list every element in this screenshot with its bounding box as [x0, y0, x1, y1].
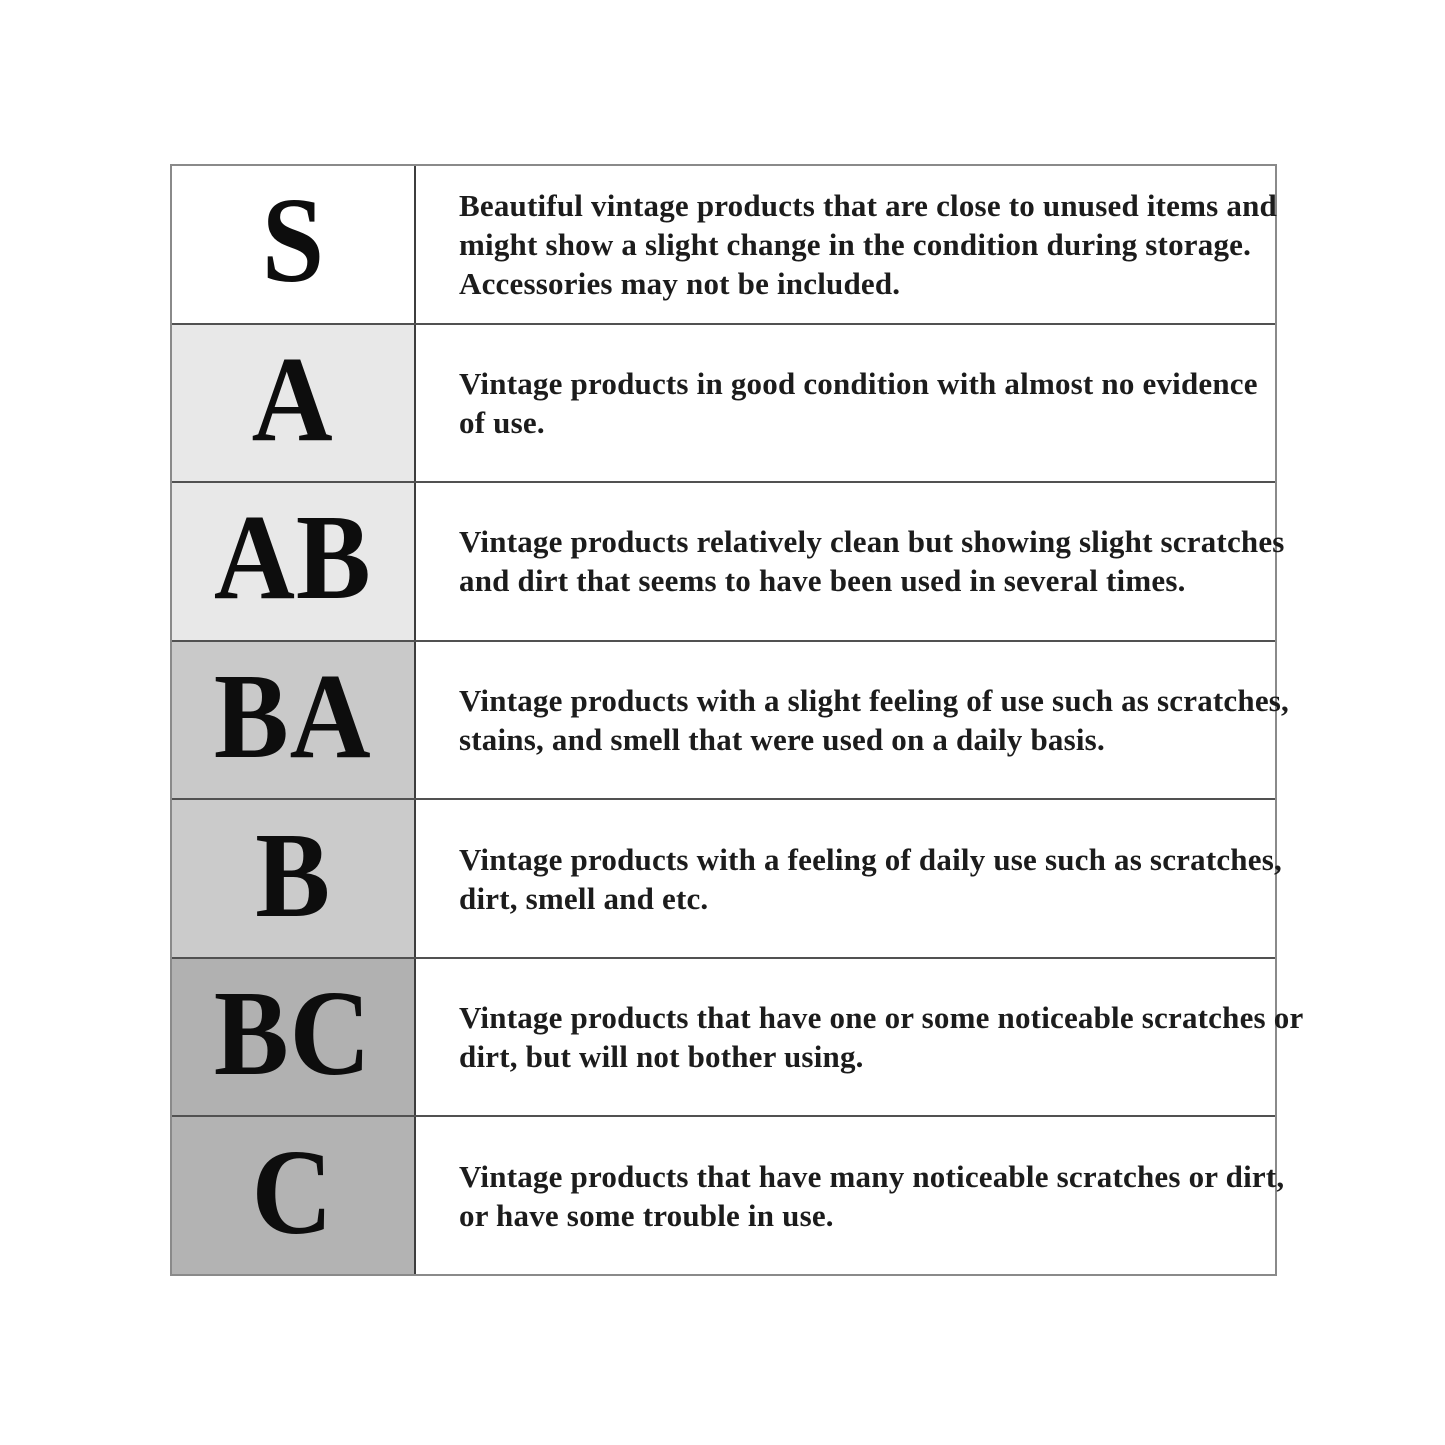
description-line: Vintage products relatively clean but showing slight scratches	[459, 524, 1285, 560]
grade-letter-a: A	[252, 331, 334, 467]
grade-letter-b: B	[255, 807, 331, 943]
description-line: Vintage products that have one or some noticeable scratches or	[459, 1000, 1304, 1036]
description-line: Accessories may not be included.	[459, 265, 901, 301]
grade-cell-b	[172, 800, 416, 957]
description-line: of use.	[459, 404, 545, 440]
grade-cell-ba	[172, 642, 416, 799]
description-cell-c	[416, 1117, 1308, 1274]
table-row-b	[172, 800, 1282, 959]
grade-letter-bc: BC	[214, 966, 372, 1102]
table-row-ba	[172, 642, 1290, 801]
description-line: Vintage products with a slight feeling of use such as scratches,	[459, 683, 1290, 719]
description-cell-ab	[416, 483, 1309, 640]
description-cell-a	[416, 325, 1282, 482]
grade-letter-ba: BA	[214, 649, 372, 785]
description-line: dirt, but will not bother using.	[459, 1039, 864, 1075]
table-row-s	[172, 166, 1275, 325]
description-line: might show a slight change in the condition during storage.	[459, 226, 1252, 262]
description-line: Vintage products in good condition with almost no evidence	[459, 365, 1258, 401]
description-line: dirt, smell and etc.	[459, 880, 709, 916]
grade-cell-s	[172, 166, 416, 323]
description-line: Vintage products that have many noticeable scratches or dirt,	[459, 1158, 1285, 1194]
description-cell-s	[416, 166, 1301, 323]
description-line: Beautiful vintage products that are close to unused items and	[459, 187, 1277, 223]
grade-cell-ab	[172, 483, 416, 640]
table-row-a	[172, 325, 1275, 484]
description-line: stains, and smell that were used on a daily basis.	[459, 722, 1105, 758]
description-cell-ba	[416, 642, 1313, 799]
description-line: and dirt that seems to have been used in several times.	[459, 563, 1186, 599]
description-cell-b	[416, 800, 1306, 957]
description-cell-bc	[416, 959, 1327, 1116]
grade-cell-a	[172, 325, 416, 482]
grade-cell-bc	[172, 959, 416, 1116]
grade-cell-c	[172, 1117, 416, 1274]
description-line: or have some trouble in use.	[459, 1197, 834, 1233]
grade-letter-ab: AB	[214, 490, 372, 626]
table-row-bc	[172, 959, 1304, 1118]
grade-letter-c: C	[252, 1124, 334, 1260]
condition-grade-table	[170, 164, 1304, 1276]
grade-letter-s: S	[261, 173, 325, 309]
table-row-ab	[172, 483, 1285, 642]
description-line: Vintage products with a feeling of daily use such as scratches,	[459, 841, 1282, 877]
table-row-c	[172, 1117, 1285, 1274]
